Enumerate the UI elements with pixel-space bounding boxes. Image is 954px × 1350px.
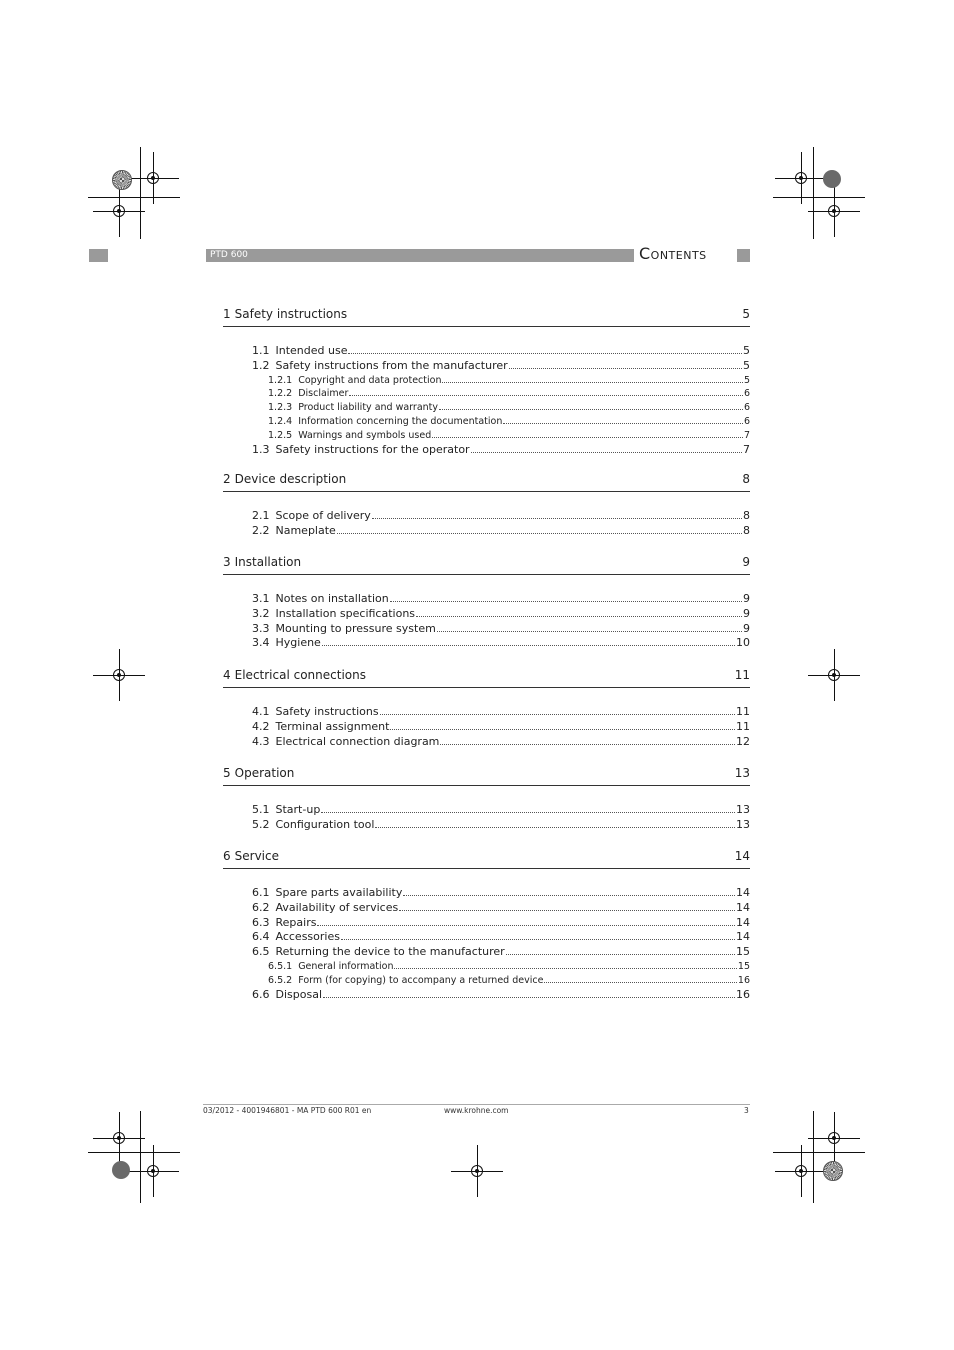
toc-entry-title: Accessories [275,930,340,944]
toc-entry-page: 7 [743,442,750,456]
toc-chapter[interactable] [223,765,750,786]
toc-entry-page: 5 [743,358,750,372]
toc-entry-title: Scope of delivery [275,509,371,522]
toc-entry-title: Safety instructions for the operator [275,442,470,456]
footer-rule [203,1104,750,1105]
toc-entry-number: 1.1 [252,344,270,357]
toc-leader-dots [432,436,743,438]
toc-leader-dots [506,953,735,955]
toc-entry-number: 6.5.1 [268,961,293,972]
toc-entry-title: Disposal [275,987,322,1001]
toc-entry-page: 13 [736,817,750,831]
toc-subsubsection-entry[interactable] [268,374,750,387]
toc-entry-title: Availability of services [275,900,399,914]
toc-entry-title: General information [298,961,394,972]
toc-entry-page: 10 [736,636,750,650]
toc-entry-title: Start-up [275,803,321,816]
toc-chapter-title: Installation [234,555,302,569]
toc-leader-dots [323,996,735,998]
toc-entry-title: Intended use [275,344,348,357]
toc-entry-page: 5 [743,344,750,357]
toc-chapter-page: 9 [742,555,750,569]
toc-entry-page: 14 [736,930,750,944]
toc-entry-page: 11 [736,719,750,733]
toc-entry-page: 14 [736,886,750,899]
page-title: Contents [639,244,707,263]
toc-leader-dots [440,743,735,745]
toc-entry-title: Spare parts availability [275,886,403,899]
toc-entry-number: 6.4 [252,930,270,944]
toc-chapter-title: Safety instructions [234,307,348,321]
toc-leader-dots [437,630,742,632]
toc-entry-title: Disclaimer [298,388,349,400]
toc-subsubsection-entry[interactable] [268,960,750,973]
color-target-icon [823,170,841,188]
toc-subsubsection-entry[interactable] [268,974,750,987]
toc-section-entry[interactable] [252,988,750,1002]
toc-entry-title: Hygiene [275,636,321,650]
toc-entry-page: 6 [743,402,750,414]
toc-section-entry[interactable] [252,720,750,734]
toc-entry-page: 7 [743,429,750,441]
toc-entry-page: 14 [736,900,750,914]
toc-entry-number: 1.3 [252,442,270,456]
toc-section-entry[interactable] [252,607,750,621]
toc-chapter-title: Electrical connections [234,668,366,682]
toc-chapter[interactable] [223,554,750,575]
toc-entry-number: 6.1 [252,886,270,899]
toc-chapter[interactable] [223,306,750,327]
toc-entry-number: 1.2.5 [268,429,293,441]
toc-leader-dots [322,644,735,646]
toc-entry-page: 16 [737,974,750,986]
header-marker-left [89,249,108,262]
toc-chapter[interactable] [223,471,750,492]
toc-entry-page: 16 [736,987,750,1001]
toc-section-entry[interactable] [252,803,750,817]
toc-section-entry[interactable] [252,509,750,523]
toc-section-entry[interactable] [252,443,750,457]
toc-section-entry[interactable] [252,886,750,900]
toc-section-entry[interactable] [252,818,750,832]
toc-leader-dots [375,826,735,828]
toc-section-entry[interactable] [252,705,750,719]
toc-entry-title: Configuration tool [275,817,375,831]
toc-entry-title: Warnings and symbols used [298,429,432,441]
toc-subsubsection-entry[interactable] [268,401,750,414]
toc-chapter-number: 1 [223,307,231,321]
toc-entry-title: Nameplate [275,523,336,537]
toc-leader-dots [442,381,742,383]
toc-section-entry[interactable] [252,636,750,650]
toc-entry-number: 6.5.2 [268,974,293,986]
toc-leader-dots [321,811,735,813]
toc-entry-title: Notes on installation [275,592,389,605]
toc-entry-page: 15 [736,945,750,959]
toc-leader-dots [544,981,736,983]
toc-entry-number: 3.1 [252,592,270,605]
toc-chapter-page: 13 [734,766,750,780]
toc-chapter-number: 3 [223,555,231,569]
toc-entry-page: 9 [743,592,750,605]
toc-entry-number: 5.1 [252,803,270,816]
toc-leader-dots [317,924,735,926]
toc-entry-number: 4.3 [252,734,270,748]
toc-entry-number: 1.2 [252,358,270,372]
toc-entry-title: Copyright and data protection [298,374,442,386]
color-target-icon [823,1161,843,1181]
toc-entry-title: Safety instructions from the manufacturer [275,358,508,372]
toc-entry-title: Safety instructions [275,705,379,718]
toc-leader-dots [337,532,742,534]
toc-entry-number: 1.2.1 [268,374,293,386]
toc-leader-dots [390,600,742,602]
toc-entry-number: 1.2.3 [268,402,293,414]
toc-entry-title: Mounting to pressure system [275,621,436,635]
toc-entry-page: 9 [743,606,750,620]
toc-section-entry[interactable] [252,344,750,358]
toc-leader-dots [503,422,743,424]
toc-entry-title: Terminal assignment [275,719,390,733]
footer-page-number: 3 [744,1106,749,1115]
toc-subsubsection-entry[interactable] [268,429,750,442]
toc-entry-number: 3.2 [252,606,270,620]
color-target-icon [112,170,132,190]
toc-entry-number: 1.2.2 [268,388,293,400]
toc-entry-page: 9 [743,621,750,635]
toc-chapter-number: 5 [223,766,231,780]
toc-entry-title: Installation specifications [275,606,416,620]
toc-entry-title: Repairs [275,915,317,929]
toc-leader-dots [341,938,735,940]
toc-leader-dots [394,967,736,969]
toc-leader-dots [471,451,742,453]
toc-leader-dots [403,894,735,896]
toc-chapter-page: 11 [734,668,750,682]
toc-leader-dots [439,408,743,410]
toc-entry-title: Product liability and warranty [298,402,439,414]
toc-entry-number: 4.1 [252,705,270,718]
toc-section-entry[interactable] [252,524,750,538]
toc-section-entry[interactable] [252,916,750,930]
toc-leader-dots [380,713,735,715]
toc-section-entry[interactable] [252,735,750,749]
toc-entry-number: 2.1 [252,509,270,522]
toc-entry-page: 13 [736,803,750,816]
toc-section-entry[interactable] [252,622,750,636]
toc-chapter-page: 14 [734,849,750,863]
header-product: PTD 600 [210,250,248,260]
toc-entry-title: Returning the device to the manufacturer [275,945,505,959]
toc-entry-page: 14 [736,915,750,929]
footer-website: www.krohne.com [444,1106,509,1115]
toc-leader-dots [372,517,742,519]
toc-entry-page: 8 [743,509,750,522]
toc-leader-dots [509,367,742,369]
toc-entry-number: 3.3 [252,621,270,635]
toc-entry-number: 1.2.4 [268,416,293,427]
footer-doc-id: 03/2012 - 4001946801 - MA PTD 600 R01 en [203,1106,372,1115]
toc-entry-number: 2.2 [252,523,270,537]
toc-entry-number: 6.3 [252,915,270,929]
color-target-icon [112,1161,130,1179]
toc-subsubsection-entry[interactable] [268,387,750,400]
toc-section-entry[interactable] [252,359,750,373]
toc-chapter-title: Service [234,849,279,863]
toc-entry-number: 6.2 [252,900,270,914]
toc-leader-dots [399,909,735,911]
toc-entry-title: Electrical connection diagram [275,734,440,748]
toc-section-entry[interactable] [252,945,750,959]
toc-section-entry[interactable] [252,930,750,944]
toc-leader-dots [390,728,735,730]
header-bar [206,249,634,262]
toc-entry-title: Information concerning the documentation [298,416,503,427]
toc-entry-number: 5.2 [252,817,270,831]
toc-subsubsection-entry[interactable] [268,415,750,428]
toc-entry-number: 3.4 [252,636,270,650]
toc-leader-dots [348,352,742,354]
toc-entry-page: 12 [736,734,750,748]
toc-section-entry[interactable] [252,901,750,915]
toc-entry-number: 4.2 [252,719,270,733]
toc-chapter[interactable] [223,848,750,869]
toc-chapter-number: 4 [223,668,231,682]
toc-entry-page: 6 [743,388,750,400]
toc-leader-dots [349,394,743,396]
toc-leader-dots [416,615,742,617]
toc-entry-number: 6.5 [252,945,270,959]
toc-entry-number: 6.6 [252,987,270,1001]
toc-entry-page: 11 [736,705,750,718]
toc-chapter-number: 2 [223,472,231,486]
toc-entry-title: Form (for copying) to accompany a returned device [298,974,544,986]
toc-entry-page: 6 [743,416,750,427]
toc-entry-page: 8 [743,523,750,537]
header-marker-right [737,249,750,262]
toc-chapter-title: Operation [234,766,295,780]
toc-chapter[interactable] [223,667,750,688]
toc-chapter-page: 8 [742,472,750,486]
toc-section-entry[interactable] [252,592,750,606]
toc-entry-page: 15 [737,961,750,972]
toc-entry-page: 5 [743,374,750,386]
toc-chapter-page: 5 [742,307,750,321]
toc-chapter-number: 6 [223,849,231,863]
toc-chapter-title: Device description [234,472,347,486]
